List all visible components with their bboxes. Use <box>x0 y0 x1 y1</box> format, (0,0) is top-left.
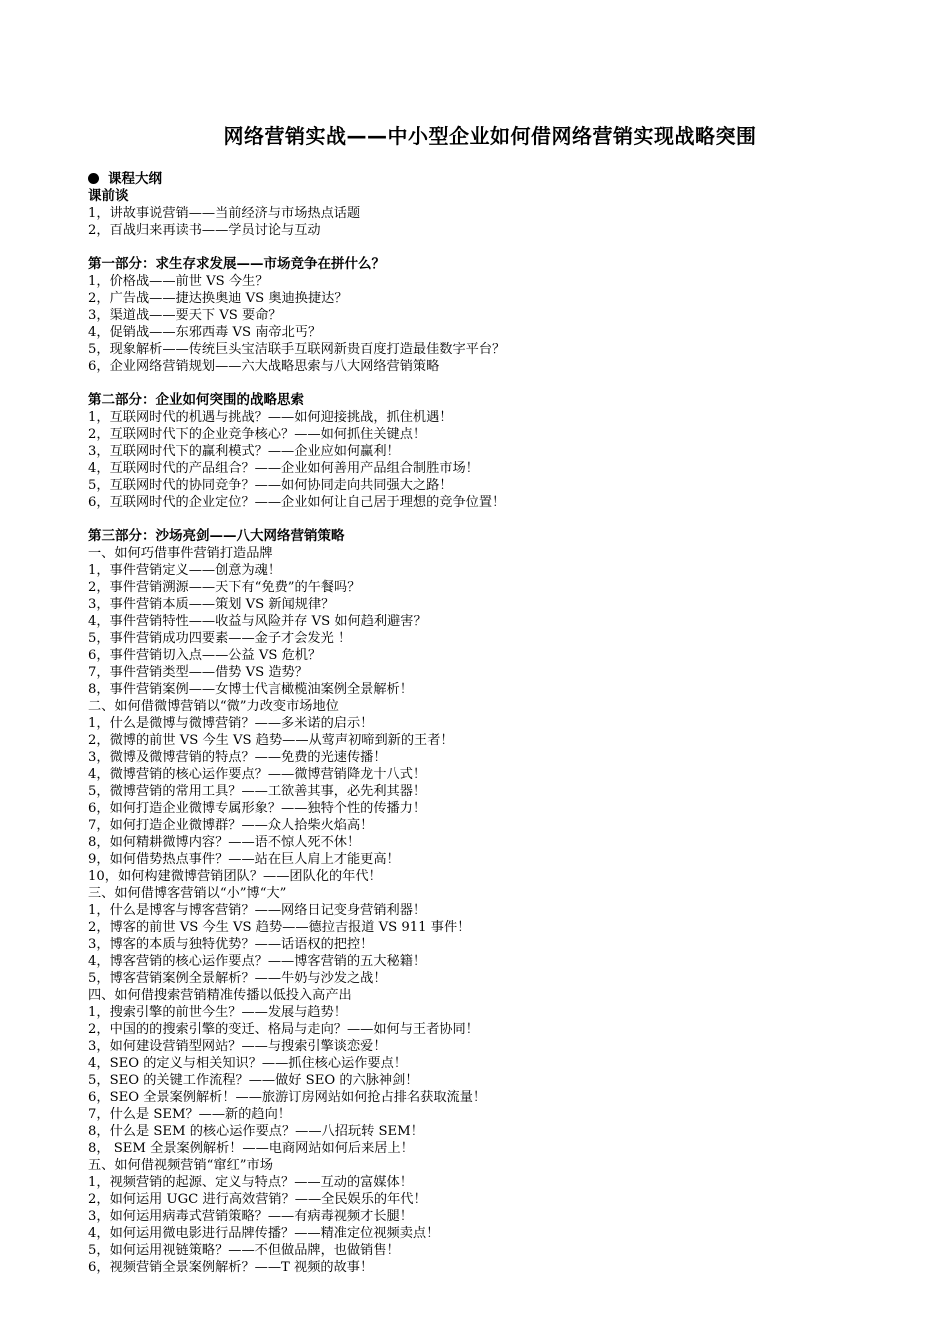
outline-line: 7，什么是 SEM？——新的趋向！ <box>88 1107 291 1122</box>
outline-line: 1，事件营销定义——创意为魂！ <box>88 563 282 578</box>
outline-line: 4，事件营销特性——收益与风险并存 VS 如何趋利避害？ <box>88 614 427 629</box>
section-heading: 第一部分：求生存求发展——市场竞争在拼什么？ <box>88 256 385 272</box>
outline-line: 三、如何借博客营销以“小”博“大” <box>88 886 287 901</box>
outline-line: 一、如何巧借事件营销打造品牌 <box>88 546 273 561</box>
outline-line: 3，渠道战——要天下 VS 要命？ <box>88 308 282 323</box>
outline-line: 5，互联网时代的协同竞争？——如何协同走向共同强大之路！ <box>88 478 453 493</box>
outline-line: 4，SEO 的定义与相关知识？——抓住核心运作要点！ <box>88 1056 407 1071</box>
outline-line: 6，互联网时代的企业定位？——企业如何让自己居于理想的竞争位置！ <box>88 495 506 510</box>
outline-line: 4，互联网时代的产品组合？——企业如何善用产品组合制胜市场！ <box>88 461 479 476</box>
outline-line: 8，什么是 SEM 的核心运作要点？——八招玩转 SEM！ <box>88 1124 424 1139</box>
outline-line: 4，促销战——东邪西毒 VS 南帝北丐？ <box>88 325 322 340</box>
outline-line: 10，如何构建微博营销团队？——团队化的年代！ <box>88 869 382 884</box>
outline-line: 6，如何打造企业微博专属形象？——独特个性的传播力！ <box>88 801 427 816</box>
outline-line: 4，微博营销的核心运作要点？——微博营销降龙十八式！ <box>88 767 427 782</box>
outline-line: 3，如何建设营销型网站？——与搜索引擎谈恋爱！ <box>88 1039 387 1054</box>
outline-line: 1，讲故事说营销——当前经济与市场热点话题 <box>88 206 361 221</box>
outline-line: 1，价格战——前世 VS 今生？ <box>88 274 269 289</box>
outline-line: 6，视频营销全景案例解析？——T 视频的故事！ <box>88 1260 374 1275</box>
bullet-icon <box>88 173 99 184</box>
document-body <box>88 171 928 1276</box>
outline-line: 3，博客的本质与独特优势？——话语权的把控！ <box>88 937 374 952</box>
outline-line: 3，互联网时代下的赢利模式？——企业应如何赢利！ <box>88 444 400 459</box>
outline-line: 二、如何借微博营销以“微”力改变市场地位 <box>88 699 339 714</box>
outline-line: 3，如何运用病毒式营销策略？——有病毒视频才长腿！ <box>88 1209 413 1224</box>
outline-line: 8， SEM 全景案例解析！——电商网站如何后来居上！ <box>88 1141 414 1156</box>
outline-line: 5，事件营销成功四要素——金子才会发光 ！ <box>88 631 352 646</box>
outline-line: 2，如何运用 UGC 进行高效营销？——全民娱乐的年代！ <box>88 1192 427 1207</box>
outline-line: 2，事件营销溯源——天下有“免费”的午餐吗？ <box>88 580 361 595</box>
section-spacer <box>88 375 928 392</box>
outline-line: 四、如何借搜索营销精准传播以低投入高产出 <box>88 988 352 1003</box>
outline-line: 5，SEO 的关键工作流程？——做好 SEO 的六脉神剑！ <box>88 1073 419 1088</box>
outline-line: 2，博客的前世 VS 今生 VS 趋势——德拉吉报道 VS 911 事件！ <box>88 920 471 935</box>
outline-line: 5，如何运用视链策略？——不但做品牌，也做销售！ <box>88 1243 400 1258</box>
outline-line: 1，搜索引擎的前世今生？——发展与趋势！ <box>88 1005 347 1020</box>
outline-line: 1，什么是微博与微博营销？——多米诺的启示！ <box>88 716 374 731</box>
outline-heading <box>88 171 928 188</box>
outline-line: 6，SEO 全景案例解析！——旅游订房网站如何抢占排名获取流量！ <box>88 1090 487 1105</box>
outline-line: 5，现象解析——传统巨头宝洁联手互联网新贵百度打造最佳数字平台？ <box>88 342 506 357</box>
outline-line: 6，企业网络营销规划——六大战略思索与八大网络营销策略 <box>88 359 440 374</box>
outline-line: 五、如何借视频营销“窜红”市场 <box>88 1158 273 1173</box>
outline-line: 2，广告战——捷达换奥迪 VS 奥迪换捷达？ <box>88 291 348 306</box>
outline-line: 9，如何借势热点事件？——站在巨人肩上才能更高！ <box>88 852 400 867</box>
outline-line: 1，什么是博客与博客营销？——网络日记变身营销利器！ <box>88 903 427 918</box>
outline-line: 2，中国的的搜索引擎的变迁、格局与走向？——如何与王者协同！ <box>88 1022 479 1037</box>
outline-line: 2，互联网时代下的企业竞争核心？——如何抓住关键点！ <box>88 427 427 442</box>
outline-line: 8，如何精耕微博内容？——语不惊人死不休！ <box>88 835 361 850</box>
outline-line: 2，微博的前世 VS 今生 VS 趋势——从莺声初啼到新的王者！ <box>88 733 454 748</box>
section-spacer <box>88 511 928 528</box>
section-heading: 第二部分：企业如何突围的战略思索 <box>88 392 304 408</box>
outline-line: 7，事件营销类型——借势 VS 造势？ <box>88 665 308 680</box>
outline-line: 3，微博及微博营销的特点？——免费的光速传播！ <box>88 750 387 765</box>
document-title: 网络营销实战——中小型企业如何借网络营销实现战略突围 <box>223 124 757 148</box>
outline-line: 5，博客营销案例全景解析？——牛奶与沙发之战！ <box>88 971 387 986</box>
outline-line: 8，事件营销案例——女博士代言橄榄油案例全景解析！ <box>88 682 413 697</box>
outline-heading-label: 课程大纲 <box>108 171 162 187</box>
section-heading: 第三部分：沙场亮剑——八大网络营销策略 <box>88 528 345 544</box>
outline-line: 4，博客营销的核心运作要点？——博客营销的五大秘籍！ <box>88 954 427 969</box>
outline-line: 3，事件营销本质——策划 VS 新闻规律？ <box>88 597 335 612</box>
outline-line: 4，如何运用微电影进行品牌传播？——精准定位视频卖点！ <box>88 1226 440 1241</box>
outline-line: 1，视频营销的起源、定义与特点？——互动的富媒体！ <box>88 1175 413 1190</box>
section-spacer <box>88 239 928 256</box>
section-heading: 课前谈 <box>88 188 129 204</box>
outline-line: 2，百战归来再读书——学员讨论与互动 <box>88 223 321 238</box>
outline-line: 5，微博营销的常用工具？——工欲善其事，必先利其器！ <box>88 784 427 799</box>
outline-line: 1，互联网时代的机遇与挑战？——如何迎接挑战，抓住机遇！ <box>88 410 453 425</box>
outline-line: 7，如何打造企业微博群？——众人拾柴火焰高！ <box>88 818 374 833</box>
outline-line: 6，事件营销切入点——公益 VS 危机？ <box>88 648 322 663</box>
